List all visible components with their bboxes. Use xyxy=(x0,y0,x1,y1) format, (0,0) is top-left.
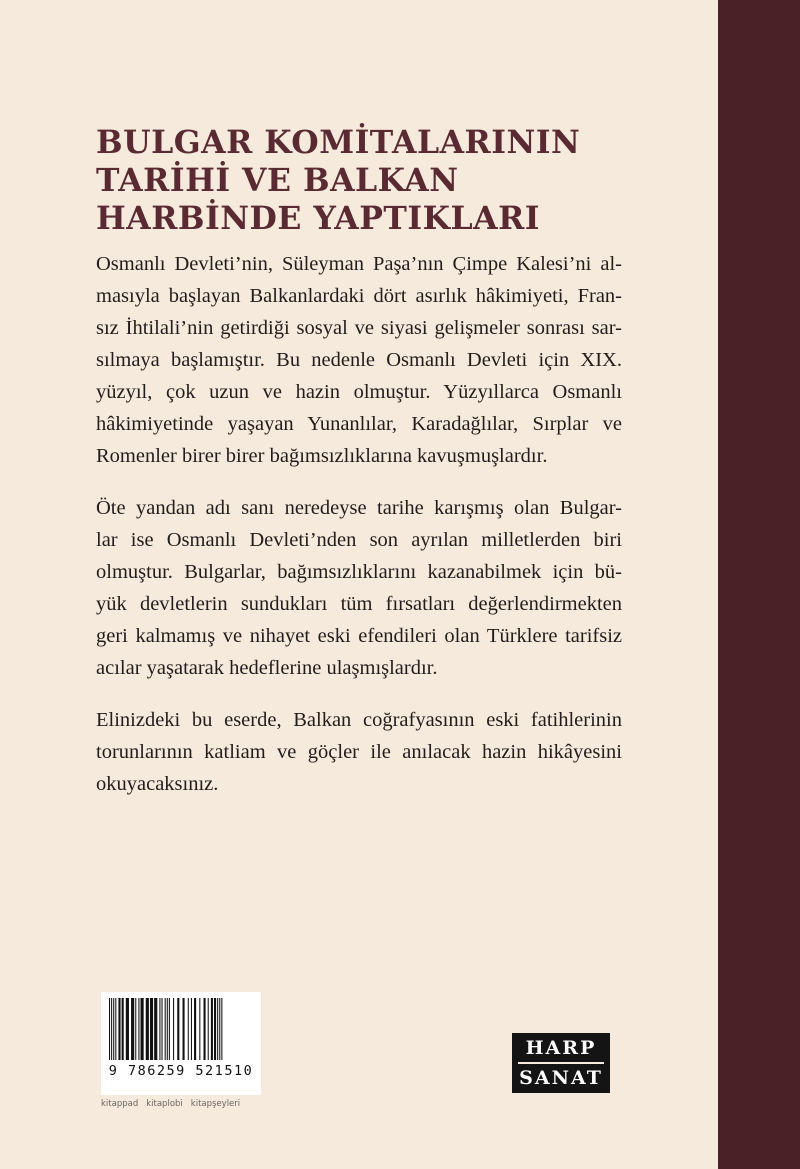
publisher-name-bottom: SANAT xyxy=(519,1067,603,1089)
title-line: TARİHİ VE BALKAN xyxy=(96,162,459,199)
barcode-bar xyxy=(169,998,170,1060)
title-line: HARBİNDE YAPTIKLARI xyxy=(96,200,540,237)
barcode-bar xyxy=(135,998,136,1060)
text-line: acılar yaşatarak hedeflerine ulaşmışlardır. xyxy=(96,657,438,679)
barcode-bar xyxy=(208,998,209,1060)
publisher-logo xyxy=(512,1033,610,1093)
barcode-bar xyxy=(219,998,220,1060)
barcode-bar xyxy=(204,998,206,1060)
barcode-bar xyxy=(126,998,129,1060)
text-line: Romenler birer birer bağımsızlıklarına kavuşmuşlardır. xyxy=(96,445,548,467)
barcode-bar xyxy=(113,998,114,1060)
text-line: sız İhtilali’nin getirdiği sosyal ve siyasi gelişmeler sonrası sar- xyxy=(96,317,622,339)
text-line: geri kalmamış ve nihayet eski efendileri olan Türklere tarifsiz xyxy=(96,625,622,647)
barcode-bar xyxy=(141,998,144,1060)
barcode-bar xyxy=(211,998,213,1060)
blurb-paragraph-3 xyxy=(96,704,622,800)
text-line: olmuştur. Bulgarlar, bağımsızlıklarını kazanabilmek için bü- xyxy=(96,561,622,583)
barcode-bar xyxy=(131,998,134,1060)
barcode-bar xyxy=(118,998,120,1060)
barcode-bar xyxy=(217,998,218,1060)
blurb-paragraph-2 xyxy=(96,492,622,684)
text-line: lar ise Osmanlı Devleti’nden son ayrılan milletlerden biri xyxy=(96,529,622,551)
text-line: torunlarının katliam ve göçler ile anılacak hazin hikâyesini xyxy=(96,741,622,763)
barcode-bar xyxy=(214,998,216,1060)
barcode-bar xyxy=(177,998,179,1060)
title-line: BULGAR KOMİTALARININ xyxy=(96,124,581,161)
retailer-logo-kitaplobi: kitaplobi xyxy=(146,1099,183,1109)
text-line: Elinizdeki bu eserde, Balkan coğrafyasının eski fatihlerinin xyxy=(96,709,622,731)
barcode-bars xyxy=(107,998,255,1062)
isbn-barcode xyxy=(101,992,261,1095)
text-line: yük devletlerin sundukları tüm fırsatları değerlendirmekten xyxy=(96,593,622,615)
text-line: yüzyıl, çok uzun ve hazin olmuştur. Yüzyıllarca Osmanlı xyxy=(96,381,622,403)
barcode-bar xyxy=(154,998,157,1060)
retailer-logo-kitappad: kitappad xyxy=(101,1099,139,1109)
barcode-bar xyxy=(199,998,200,1060)
barcode-bar xyxy=(109,998,110,1060)
text-line: Öte yandan adı sanı neredeyse tarihe karışmış olan Bulgar- xyxy=(96,497,622,519)
barcode-bar xyxy=(194,998,196,1060)
barcode-bar xyxy=(146,998,149,1060)
retailer-logos xyxy=(101,1097,271,1111)
barcode-bar xyxy=(165,998,166,1060)
book-title xyxy=(96,124,656,238)
barcode-bar xyxy=(191,998,192,1060)
barcode-bar xyxy=(159,998,160,1060)
text-line: okuyacaksınız. xyxy=(96,773,219,795)
barcode-bar xyxy=(138,998,139,1060)
blurb-text xyxy=(96,248,622,820)
retailer-logo-kitapseyleri: kitapşeyleri xyxy=(190,1099,241,1109)
publisher-name-top: HARP xyxy=(525,1037,597,1059)
barcode-bar xyxy=(221,998,222,1060)
barcode-bar xyxy=(115,998,116,1060)
text-line: masıyla başlayan Balkanlardaki dört asırlık hâkimiyeti, Fran- xyxy=(96,285,622,307)
barcode-bar xyxy=(162,998,163,1060)
barcode-bar xyxy=(150,998,153,1060)
barcode-bar xyxy=(111,998,112,1060)
barcode-bar xyxy=(122,998,124,1060)
barcode-bar xyxy=(183,998,185,1060)
barcode-bar xyxy=(188,998,189,1060)
barcode-bar xyxy=(173,998,174,1060)
spine-band xyxy=(718,0,800,1169)
publisher-divider xyxy=(518,1062,604,1064)
text-line: Osmanlı Devleti’nin, Süleyman Paşa’nın Çimpe Kalesi’ni al- xyxy=(96,253,622,275)
isbn-number: 9 786259 521510 xyxy=(108,1063,254,1079)
blurb-paragraph-1 xyxy=(96,248,622,472)
text-line: sılmaya başlamıştır. Bu nedenle Osmanlı Devleti için XIX. xyxy=(96,349,622,371)
barcode-bar xyxy=(167,998,168,1060)
text-line: hâkimiyetinde yaşayan Yunanlılar, Karadağlılar, Sırplar ve xyxy=(96,413,622,435)
